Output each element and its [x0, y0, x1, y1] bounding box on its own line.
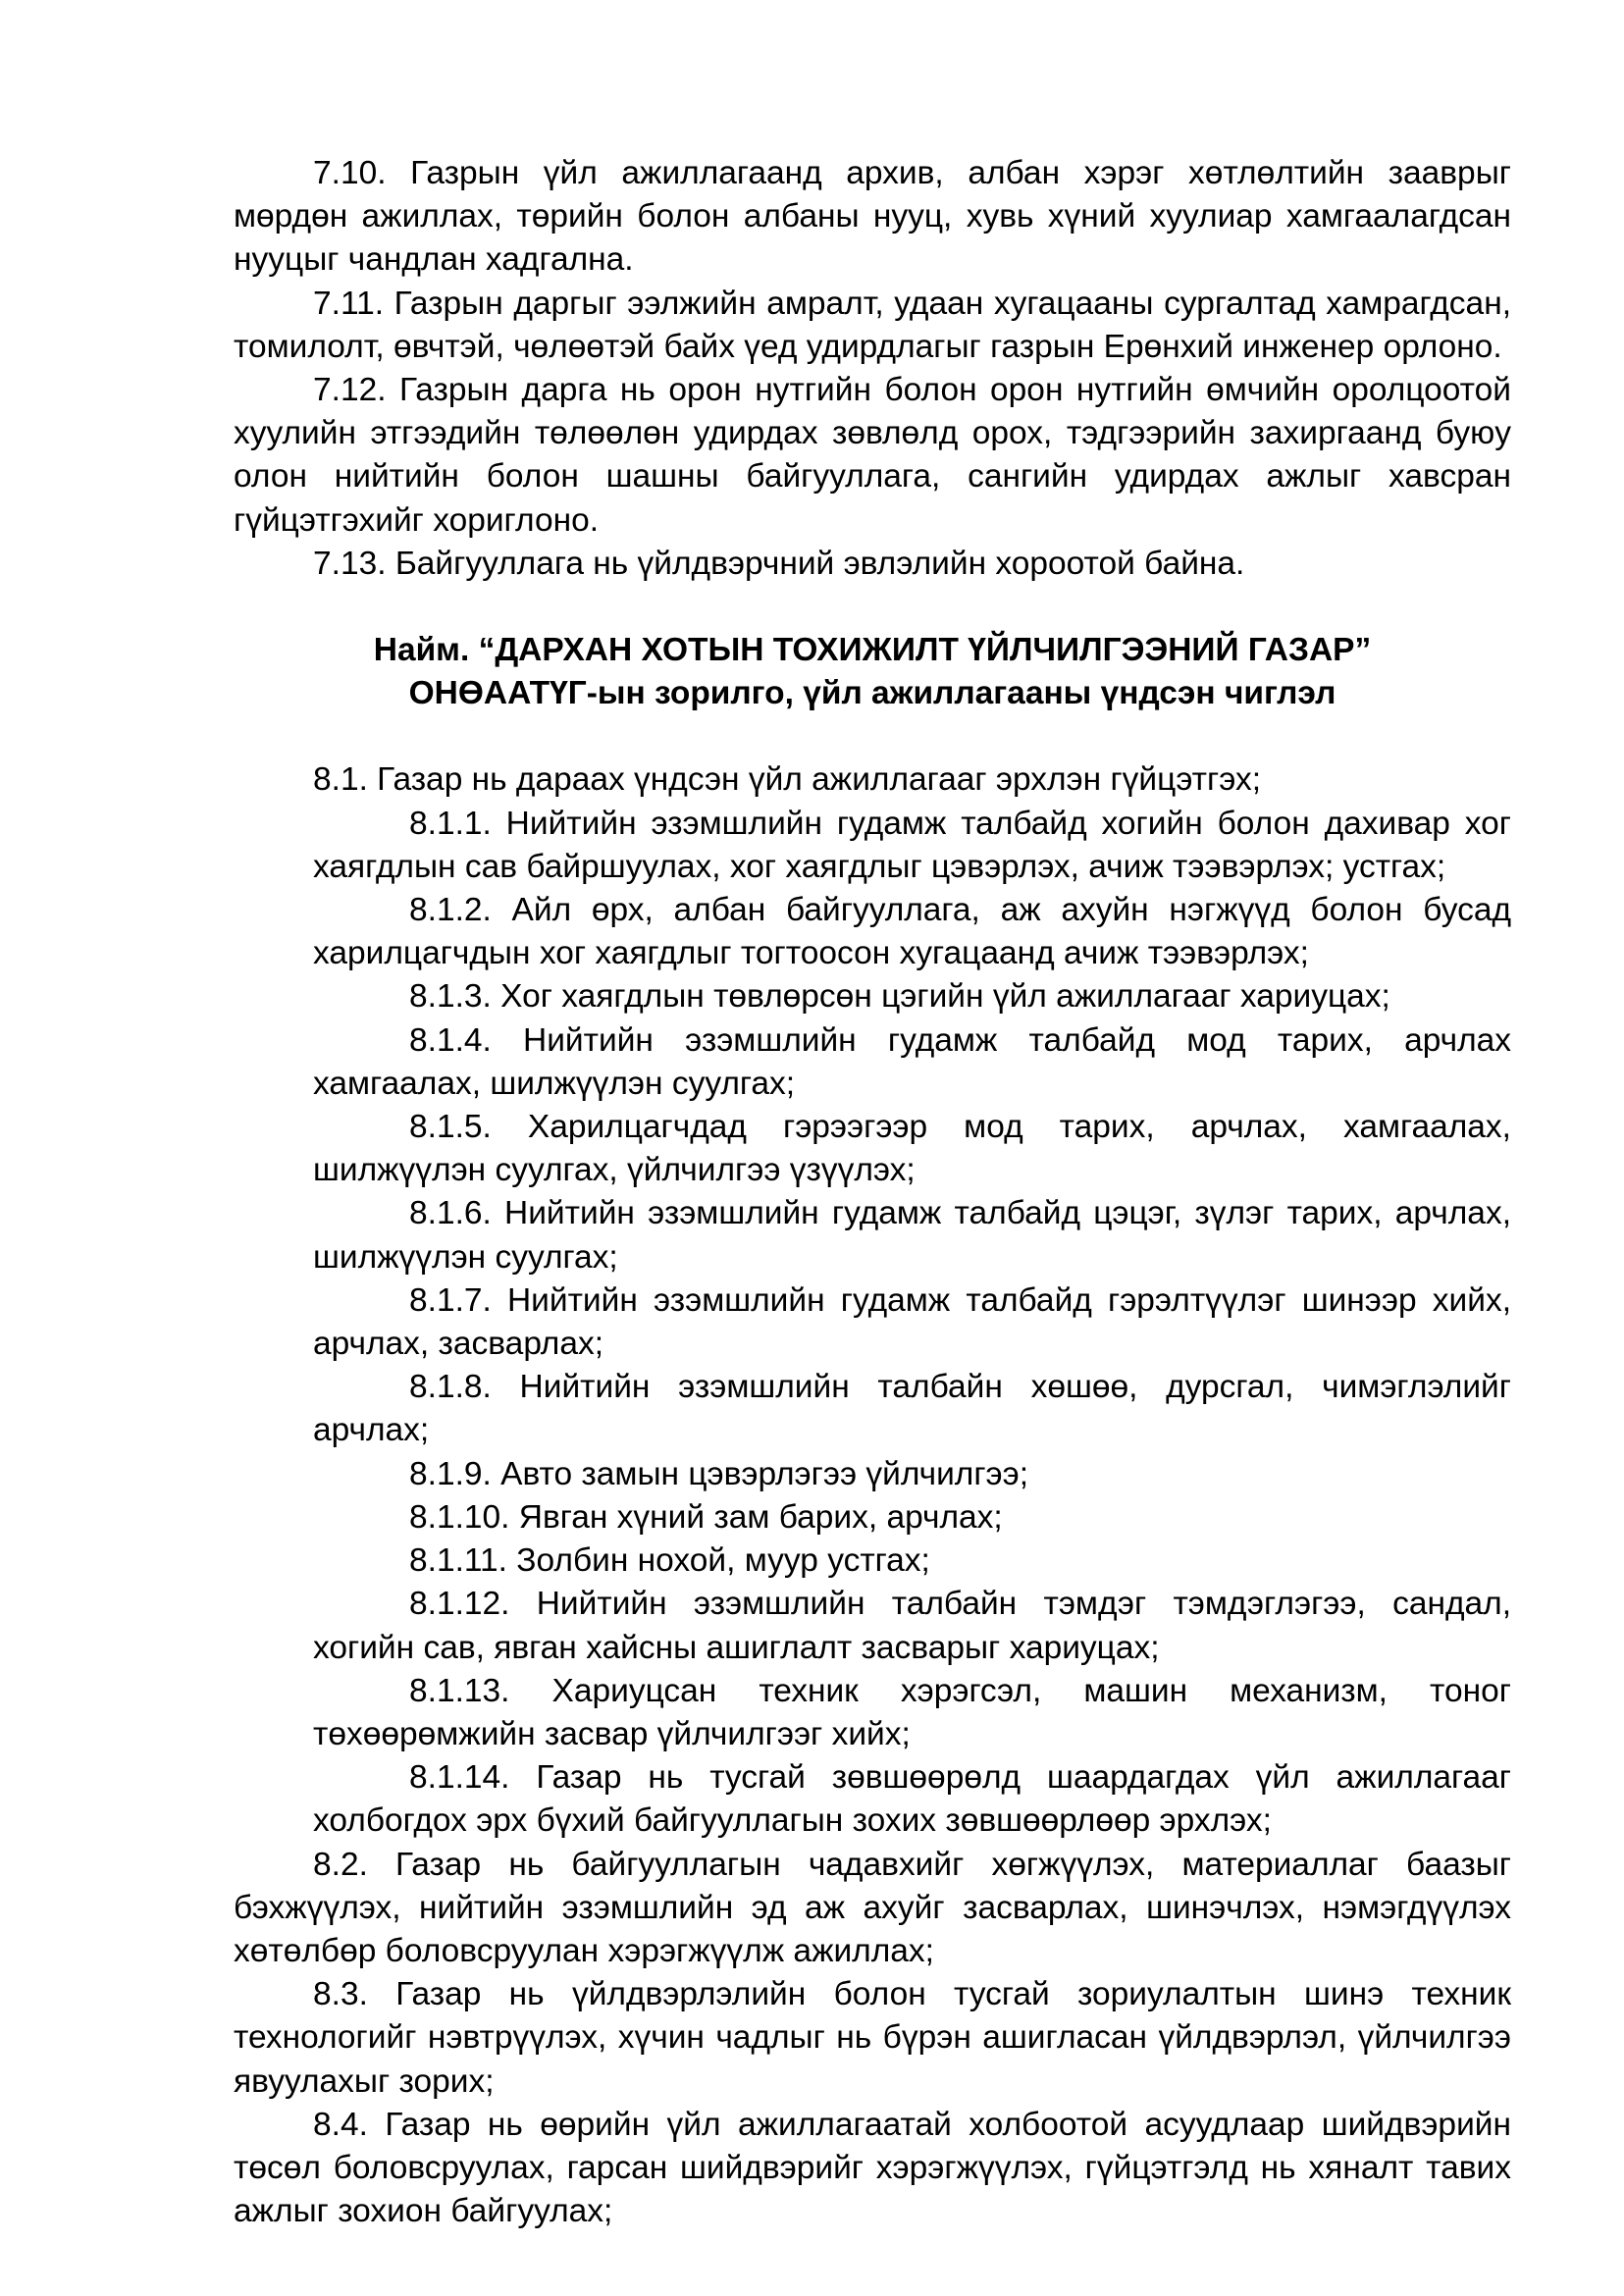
spacer [234, 586, 1511, 629]
list-item-8-1-9: 8.1.9. Авто замын цэвэрлэгээ үйлчилгээ; [409, 1455, 1029, 1492]
list-item-8-1-7: 8.1.7. Нийтийн эзэмшлийн гудамж талбайд гэрэлтүүлэг шинээр хийх, арчлах, засварлах; [313, 1281, 1511, 1363]
paragraph-8-4: 8.4. Газар нь өөрийн үйл ажиллагаатай холбоотой асуудлаар шийдвэрийн төсөл боловсруулах, гарсан шийдвэрийг хэрэгжүүлэх, гүйцэтгэлд нь хяналт тавих ажлыг зохион байгуулах; [234, 2106, 1511, 2230]
paragraph-8-2: 8.2. Газар нь байгууллагын чадавхийг хөгжүүлэх, материаллаг баазыг бэхжүүлэх, нийтийн эзэмшлийн эд аж ахуйг засварлах, шинэчлэх, нэмэгдүүлэх хөтөлбөр боловсруулан хэрэгжүүлж ажиллах; [234, 1846, 1511, 1969]
list-item-8-1-14: 8.1.14. Газар нь тусгай зөвшөөрөлд шаардагдах үйл ажиллагааг холбогдох эрх бүхий байгууллагын зохих зөвшөөрлөөр эрхлэх; [313, 1759, 1511, 1840]
paragraph-7-11: 7.11. Газрын даргыг ээлжийн амралт, удаан хугацааны сургалтад хамрагдсан, томилолт, өвчтэй, чөлөөтэй байх үед удирдлагыг газрын Ерөнхий инженер орлоно. [234, 285, 1511, 365]
paragraph-7-12: 7.12. Газрын дарга нь орон нутгийн болон орон нутгийн өмчийн оролцоотой хуулийн этгээдийн төлөөлөн удирдах зөвлөлд орох, тэдгээрийн захиргаанд буюу олон нийтийн болон шашны байгууллага, сангийн удирдах ажлыг хавсран гүйцэтгэхийг хориглоно. [234, 372, 1511, 539]
paragraph-7-10: 7.10. Газрын үйл ажиллагаанд архив, албан хэрэг хөтлөлтийн зааврыг мөрдөн ажиллах, төрийн болон албаны нууц, хувь хүний хуулиар хамгаалагдсан нууцыг чандлан хадгална. [234, 155, 1511, 279]
list-item-8-1-4: 8.1.4. Нийтийн эзэмшлийн гудамж талбайд мод тарих, арчлах хамгаалах, шилжүүлэн суулгах; [313, 1021, 1511, 1102]
list-item-8-1-12: 8.1.12. Нийтийн эзэмшлийн талбайн тэмдэг тэмдэглэгээ, сандал, хогийн сав, явган хайсны ашиглалт засварыг хариуцах; [313, 1586, 1511, 1666]
list-item-8-1-10: 8.1.10. Явган хүний зам барих, арчлах; [409, 1498, 1003, 1536]
spacer [234, 715, 1511, 758]
list-item-8-1-2: 8.1.2. Айл өрх, албан байгууллага, аж ахуйн нэгжүүд болон бусад харилцагчдын хог хаягдлыг тогтоосон хугацаанд ачиж тээвэрлэх; [313, 892, 1511, 972]
paragraph-8-1: 8.1. Газар нь дараах үндсэн үйл ажиллагааг эрхлэн гүйцэтгэх; [313, 761, 1262, 799]
paragraph-7-13: 7.13. Байгууллага нь үйлдвэрчний эвлэлийн хороотой байна. [313, 545, 1245, 582]
list-item-8-1-11: 8.1.11. Золбин нохой, муур устгах; [409, 1542, 930, 1580]
section-8-heading-line-2: ОНӨААТҮГ-ын зорилго, үйл ажиллагааны үндсэн чиглэл [408, 675, 1336, 712]
document-body [234, 152, 1511, 2233]
list-item-8-1-5: 8.1.5. Харилцагчдад гэрээгээр мод тарих, арчлах, хамгаалах, шилжүүлэн суулгах, үйлчилгээ үзүүлэх; [313, 1109, 1511, 1189]
paragraph-8-3: 8.3. Газар нь үйлдвэрлэлийн болон тусгай зориулалтын шинэ техник технологийг нэвтрүүлэх, хүчин чадлыг нь бүрэн ашигласан үйлдвэрлэл, үйлчилгээ явуулахыг зорих; [234, 1976, 1511, 2100]
list-item-8-1-8: 8.1.8. Нийтийн эзэмшлийн талбайн хөшөө, дурсгал, чимэглэлийг арчлах; [313, 1369, 1511, 1449]
list-item-8-1-1: 8.1.1. Нийтийн эзэмшлийн гудамж талбайд хогийн болон дахивар хог хаягдлын сав байршуулах, хог хаягдлыг цэвэрлэх, ачиж тээвэрлэх; устгах; [313, 805, 1511, 885]
list-item-8-1-3: 8.1.3. Хог хаягдлын төвлөрсөн цэгийн үйл ажиллагааг хариуцах; [409, 978, 1390, 1016]
list-item-8-1-13: 8.1.13. Хариуцсан техник хэрэгсэл, машин механизм, тоног төхөөрөмжийн засвар үйлчилгээг хийх; [313, 1672, 1511, 1752]
list-item-8-1-6: 8.1.6. Нийтийн эзэмшлийн гудамж талбайд цэцэг, зүлэг тарих, арчлах, шилжүүлэн суулгах; [313, 1195, 1511, 1276]
section-8-heading-line-1: Найм. “ДАРХАН ХОТЫН ТОХИЖИЛТ ҮЙЛЧИЛГЭЭНИЙ ГАЗАР” [373, 632, 1372, 669]
